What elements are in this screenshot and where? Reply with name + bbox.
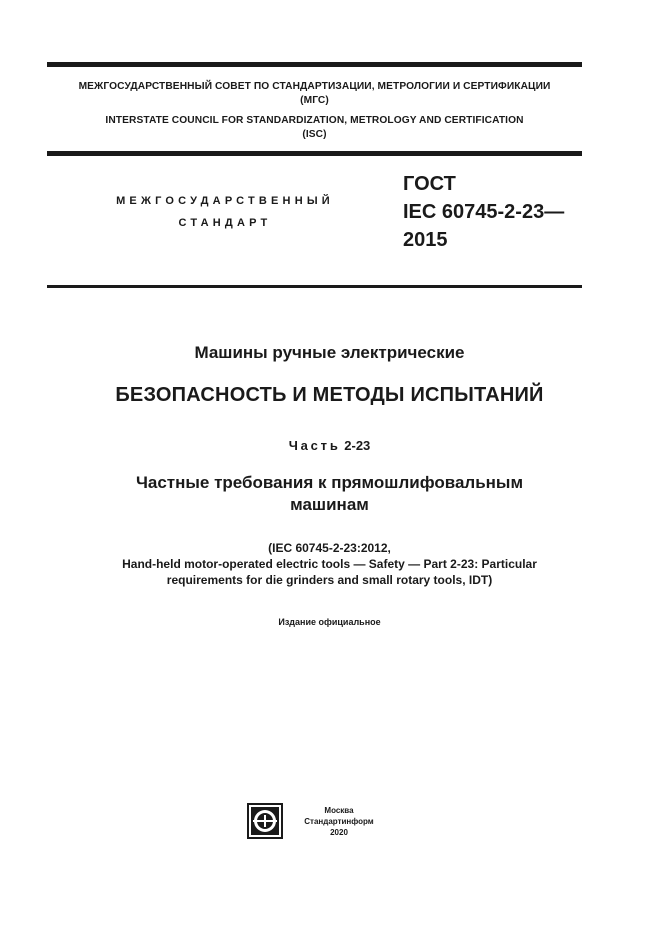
designation-year: 2015 (403, 229, 448, 251)
publisher-name: Стандартинформ (304, 817, 374, 826)
product-title: Машины ручные электрические (194, 343, 465, 362)
part-subtitle (47, 472, 612, 516)
council-en-name: INTERSTATE COUNCIL FOR STANDARDIZATION, METROLOGY AND CERTIFICATION (105, 115, 524, 126)
subtitle-line2: машинам (290, 495, 369, 514)
standard-kind (100, 190, 350, 234)
standartinform-logo-icon (247, 803, 283, 839)
main-title: БЕЗОПАСНОСТЬ И МЕТОДЫ ИСПЫТАНИЙ (115, 384, 544, 406)
publisher-imprint (294, 805, 384, 838)
part-word: Часть (288, 438, 341, 453)
part-number: 2-23 (344, 438, 371, 453)
council-block (47, 80, 582, 142)
header-bottom-rule (47, 285, 582, 288)
publisher-city: Москва (324, 806, 354, 815)
designation-gost: ГОСТ (403, 173, 456, 195)
designation-number: IEC 60745-2-23— (403, 201, 565, 223)
standard-designation (403, 170, 564, 254)
standard-kind-line1: МЕЖГОСУДАРСТВЕННЫЙ (116, 195, 334, 207)
top-rule (47, 62, 582, 67)
publisher-year: 2020 (330, 828, 348, 837)
council-bottom-rule (47, 151, 582, 156)
council-ru-abbr: (МГС) (300, 95, 329, 106)
iec-reference (47, 540, 612, 588)
iec-reference-line3: requirements for die grinders and small rotary tools, IDT) (166, 573, 493, 587)
iec-reference-line2: Hand-held motor-operated electric tools — Safety — Part 2-23: Particular (122, 557, 537, 571)
edition-label: Издание официальное (278, 617, 381, 627)
council-en-abbr: (ISC) (302, 129, 327, 140)
subtitle-line1: Частные требования к прямошлифовальным (135, 473, 524, 492)
standard-kind-line2: СТАНДАРТ (178, 217, 272, 229)
council-ru-name: МЕЖГОСУДАРСТВЕННЫЙ СОВЕТ ПО СТАНДАРТИЗАЦИИ, МЕТРОЛОГИИ И СЕРТИФИКАЦИИ (78, 81, 551, 92)
iec-reference-line1: (IEC 60745-2-23:2012, (268, 541, 391, 555)
part-label (47, 438, 612, 453)
